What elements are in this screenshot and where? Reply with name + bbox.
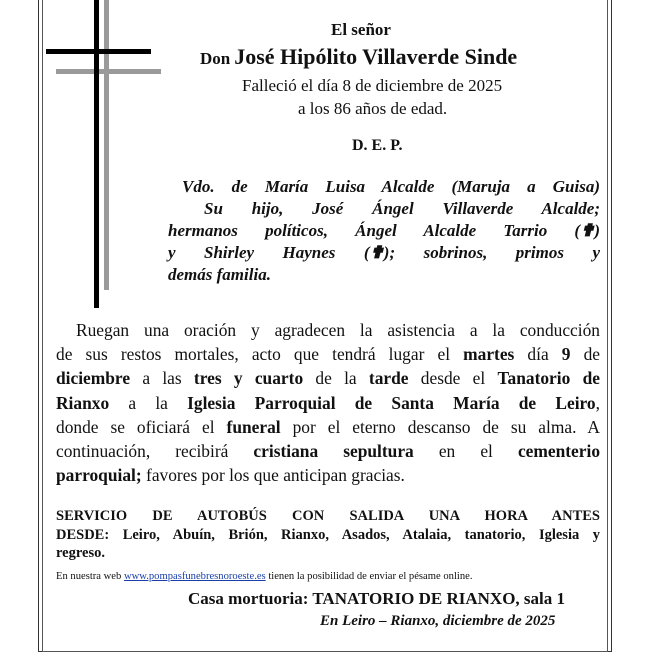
month: diciembre	[56, 368, 131, 389]
cross-shadow-horizontal	[56, 69, 161, 74]
death-age: a los 86 años de edad.	[298, 99, 448, 118]
ceremony-line: Rianxo a la Iglesia Parroquial de Santa María de Leiro,	[56, 392, 600, 413]
ceremony-line: parroquial; favores por los que anticipan gracias.	[56, 465, 405, 486]
bus-line: SERVICIO DE AUTOBÚS CON SALIDA UNA HORA ANTES	[56, 508, 600, 524]
period: tarde	[368, 368, 409, 389]
cemetery: cementerio	[517, 441, 601, 462]
website-link[interactable]: www.pompasfunebresnoroeste.es	[123, 571, 266, 582]
family-line: y Shirley Haynes (✟); sobrinos, primos y	[168, 243, 600, 262]
heading: El señor	[331, 20, 391, 39]
cross-vertical	[94, 0, 99, 308]
cemetery-type: parroquial;	[56, 465, 142, 486]
burial: cristiana sepultura	[253, 441, 414, 462]
dep-label: D. E. P.	[352, 137, 403, 154]
ceremony-line: continuación, recibirá cristiana sepultura en el cementerio	[56, 441, 601, 462]
family-line: Su hijo, José Ángel Villaverde Alcalde;	[204, 199, 600, 218]
church: Iglesia Parroquial de Santa María de Leiro	[187, 392, 596, 413]
family-line: demás familia.	[168, 265, 271, 284]
web-note: En nuestra web www.pompasfunebresnoroeste.es tienen la posibilidad de enviar el pésame online.	[56, 571, 473, 582]
ceremony-line: de sus restos mortales, acto que tendrá lugar el martes día 9 de	[56, 344, 600, 365]
mortuary-house: Casa mortuoria: TANATORIO DE RIANXO, sala 1	[188, 589, 566, 608]
ceremony-line: donde se oficiará el funeral por el eterno descanso de su alma. A	[56, 416, 600, 437]
cross-shadow-vertical	[104, 0, 109, 290]
day: 9	[561, 344, 571, 365]
weekday: martes	[463, 344, 515, 365]
ceremony-text	[56, 318, 600, 487]
ceremony-line: diciembre a las tres y cuarto de la tarde desde el Tanatorio de	[56, 368, 600, 389]
family-block	[168, 176, 600, 286]
place-date: En Leiro – Rianxo, diciembre de 2025	[320, 613, 556, 629]
bus-line: regreso.	[56, 545, 105, 561]
ceremony-line: Ruegan una oración y agradecen la asistencia a la conducción	[76, 320, 600, 340]
deceased-name	[200, 44, 517, 70]
time: tres y cuarto	[193, 368, 304, 389]
bus-line: DESDE: Leiro, Abuín, Brión, Rianxo, Asados, Atalaia, tanatorio, Iglesia y	[56, 526, 600, 543]
origin-town: Rianxo	[56, 392, 110, 413]
death-date: Falleció el día 8 de diciembre de 2025	[242, 76, 503, 95]
funeral: funeral	[226, 416, 281, 437]
origin: Tanatorio de	[497, 368, 600, 389]
honorific: Don	[200, 49, 231, 68]
full-name: José Hipólito Villaverde Sinde	[234, 44, 518, 69]
cross-horizontal	[46, 49, 151, 54]
bus-service	[56, 507, 600, 563]
family-line: hermanos políticos, Ángel Alcalde Tarrio (✟)	[168, 221, 600, 240]
family-line: Vdo. de María Luisa Alcalde (Maruja a Guisa)	[182, 177, 600, 196]
